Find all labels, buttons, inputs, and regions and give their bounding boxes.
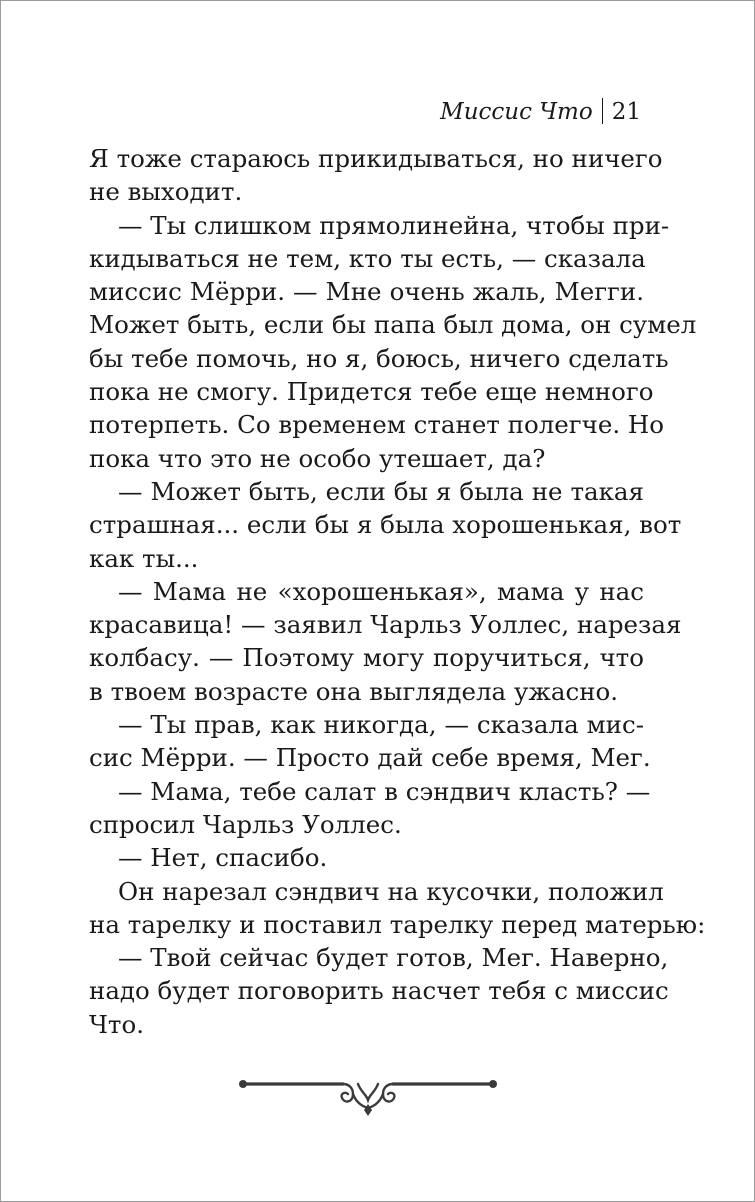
text-line: сис Мёрри. — Просто дай себе время, Мег. xyxy=(89,743,651,773)
header-separator xyxy=(602,98,603,124)
text-line: пока не смогу. Придется тебе еще немного xyxy=(89,377,654,407)
text-line: спросил Чарльз Уоллес. xyxy=(89,809,402,839)
text-line: — Ты слишком прямолинейна, чтобы при- xyxy=(118,210,670,240)
text-line: как ты... xyxy=(89,543,199,573)
text-line: на тарелку и поставил тарелку перед матерью: xyxy=(89,909,706,939)
page-number: 21 xyxy=(611,99,641,125)
text-line: в твоем возрасте она выглядела ужасно. xyxy=(89,676,619,706)
text-line: Что. xyxy=(89,1009,145,1039)
running-header xyxy=(440,97,641,127)
text-line: — Твой сейчас будет готов, Мег. Наверно, xyxy=(118,943,669,973)
body-text xyxy=(89,142,706,1041)
text-line: — Ты прав, как никогда, — сказала мис- xyxy=(118,710,644,740)
text-line: кидываться не тем, кто ты есть, — сказала xyxy=(89,243,646,273)
text-line: страшная... если бы я была хорошенькая, вот xyxy=(89,510,682,540)
text-line: бы тебе помочь, но я, боюсь, ничего сделать xyxy=(89,343,669,373)
scroll-divider-ornament-icon xyxy=(237,1072,499,1120)
text-line: Я тоже стараюсь прикидываться, но ничего xyxy=(89,144,663,173)
text-line: Он нарезал сэндвич на кусочки, положил xyxy=(118,876,664,906)
text-line: колбасу. — Поэтому могу поручиться, что xyxy=(89,643,644,673)
text-line: миссис Мёрри. — Мне очень жаль, Мегги. xyxy=(89,277,644,307)
text-line: потерпеть. Со временем станет полегче. Но xyxy=(89,410,665,440)
text-line: не выходит. xyxy=(89,177,243,207)
text-line: Может быть, если бы папа был дома, он сумел xyxy=(89,310,697,340)
text-line: красавица! — заявил Чарльз Уоллес, нарезая xyxy=(89,610,682,640)
text-line: — Мама не «хорошенькая», мама у нас xyxy=(118,576,644,606)
text-line: — Нет, спасибо. xyxy=(118,843,328,873)
text-line: — Может быть, если бы я была не такая xyxy=(118,476,644,506)
text-line: — Мама, тебе салат в сэндвич класть? — xyxy=(118,776,651,806)
text-line: пока что это не особо утешает, да? xyxy=(89,443,546,473)
text-line: надо будет поговорить насчет тебя с миссис xyxy=(89,976,669,1006)
running-title: Миссис Что xyxy=(440,99,593,125)
